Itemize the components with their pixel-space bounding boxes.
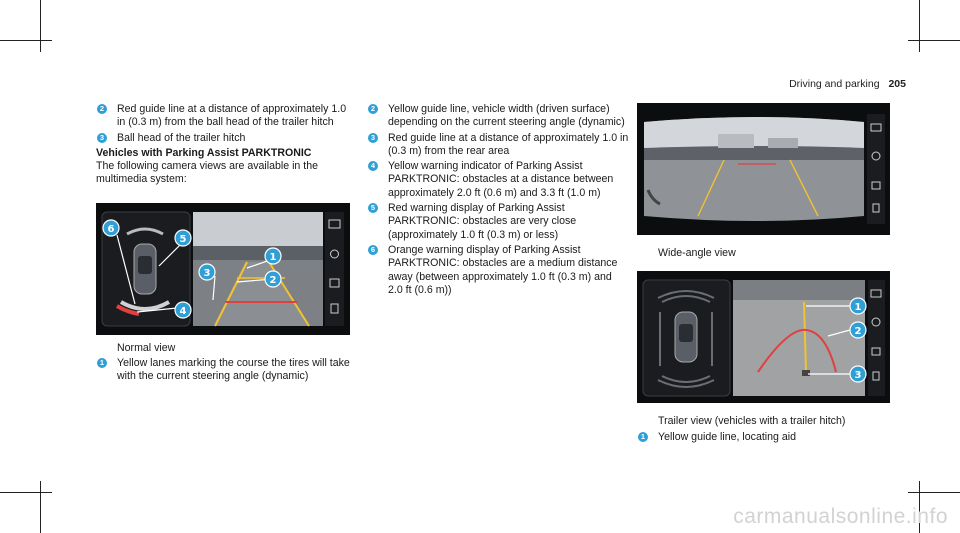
svg-text:1: 1 (269, 251, 277, 263)
number-badge: 1 (638, 432, 648, 442)
item-text: Yellow guide line, vehicle width (driven surface) depending on the current steering angle (dynamic) (388, 103, 625, 129)
item-text: Ball head of the trailer hitch (117, 131, 246, 144)
list-item (367, 103, 629, 130)
item-text: Red guide line at a distance of approximately 1.0 in (0.3 m) from the ball head of the trailer hitch (117, 103, 347, 129)
svg-text:5: 5 (179, 233, 187, 245)
list-item (367, 244, 629, 297)
number-badge: 2 (97, 104, 107, 114)
figure-caption: Wide-angle view (658, 247, 736, 259)
svg-text:2: 2 (269, 274, 277, 286)
item-text: Red guide line at a distance of approximately 1.0 in (0.3 m) from the rear area (388, 131, 629, 157)
number-badge: 3 (368, 133, 378, 143)
crop-mark (40, 0, 41, 52)
parktronic-car-graphic (134, 244, 156, 294)
page-header (789, 78, 906, 90)
item-text: Yellow warning indicator of Parking Assist PARKTRONIC: obstacles at a distance between approximately 2.0 ft (0.6 m) and 3.3 ft (1.0 m) (388, 160, 614, 199)
list-item (96, 132, 354, 145)
svg-text:1: 1 (854, 302, 862, 314)
list-item (637, 431, 890, 444)
callout-4 (175, 302, 191, 318)
number-badge: 6 (368, 245, 378, 255)
number-badge: 5 (368, 203, 378, 213)
figure-caption: Trailer view (vehicles with a trailer hitch) (658, 415, 846, 428)
item-text: Yellow lanes marking the course the tires will take with the current steering angle (dynamic) (117, 357, 350, 383)
callout-5 (175, 230, 191, 246)
crop-mark (908, 40, 960, 41)
callout-6 (103, 220, 119, 236)
watermark: carmanualsonline.info (733, 505, 948, 528)
normal-view-figure (96, 203, 350, 335)
list-item (367, 202, 629, 242)
item-text: Red warning display of Parking Assist PARKTRONIC: obstacles are very close (approximately 1.0 ft (0.3 m) or less) (388, 202, 577, 241)
callout-2 (850, 322, 866, 338)
column-1 (96, 103, 354, 386)
page-number: 205 (888, 78, 906, 90)
column-3 (637, 103, 890, 446)
list-item (367, 132, 629, 159)
number-badge: 4 (368, 161, 378, 171)
item-text: Yellow guide line, locating aid (658, 430, 797, 443)
crop-mark (919, 0, 920, 52)
column-2 (367, 103, 629, 299)
callout-1 (265, 248, 281, 264)
crop-mark (0, 492, 52, 493)
list-item (367, 160, 629, 200)
section-title: Driving and parking (789, 78, 880, 90)
section-heading: Vehicles with Parking Assist PARKTRONIC (96, 146, 312, 159)
svg-text:3: 3 (854, 370, 862, 382)
number-badge: 2 (368, 104, 378, 114)
callout-3 (850, 366, 866, 382)
callout-1 (850, 298, 866, 314)
item-text: Orange warning display of Parking Assist PARKTRONIC: obstacles are a medium distance away (between approximately 1.0 ft (0.3 m) and 2.0 ft (0.6 m)) (388, 243, 618, 296)
crop-mark (908, 492, 960, 493)
number-badge: 3 (97, 133, 107, 143)
list-item (96, 357, 354, 384)
number-badge: 1 (97, 358, 107, 368)
intro-paragraph: The following camera views are available in the multimedia system: (96, 160, 318, 186)
crop-mark (40, 481, 41, 533)
crop-mark (0, 40, 52, 41)
callout-2 (265, 271, 281, 287)
svg-text:6: 6 (107, 223, 115, 235)
figure-caption: Normal view (117, 341, 176, 354)
svg-text:2: 2 (854, 326, 862, 338)
callout-3 (199, 264, 215, 280)
list-item (96, 103, 354, 130)
trailer-view-figure (637, 271, 890, 403)
svg-text:3: 3 (203, 267, 211, 279)
wide-angle-view-figure (637, 103, 890, 235)
svg-text:4: 4 (179, 305, 187, 317)
